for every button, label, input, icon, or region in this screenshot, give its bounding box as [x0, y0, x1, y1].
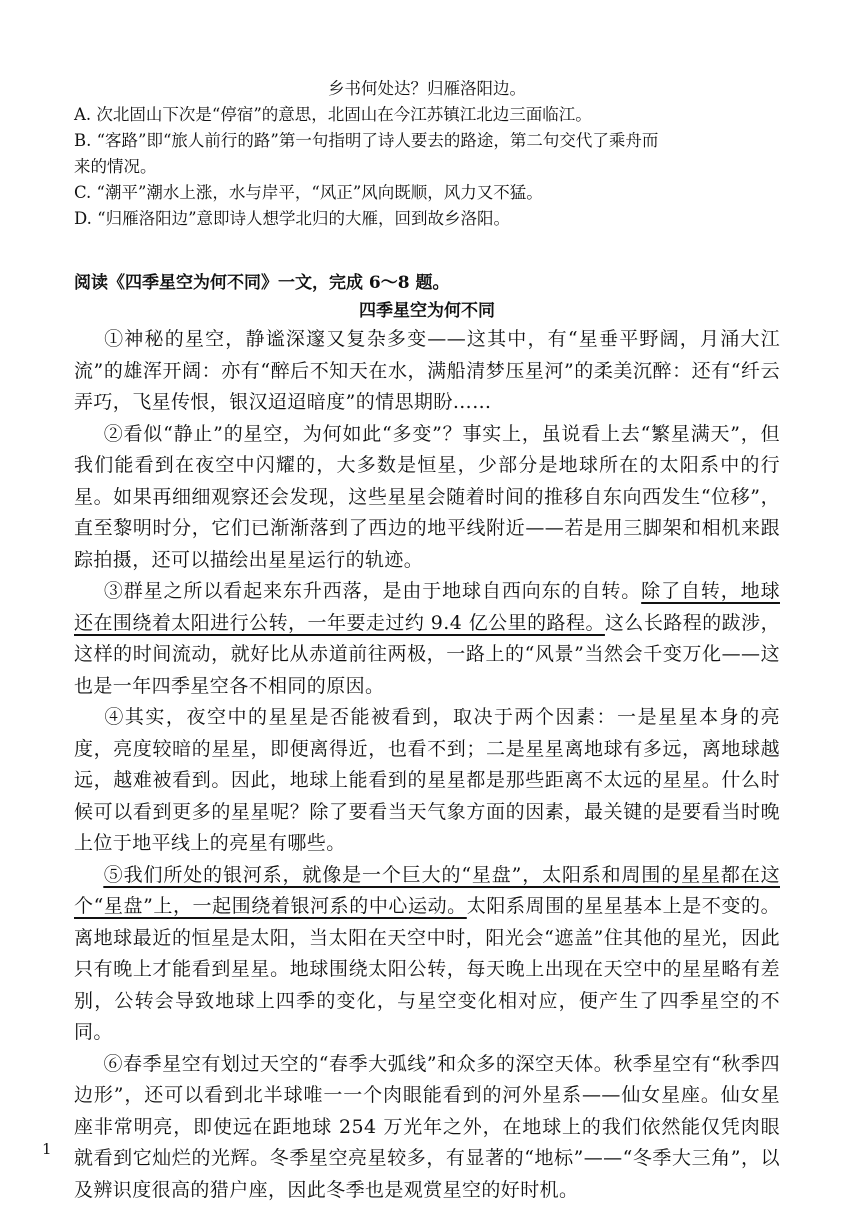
paragraph-4-text: ④其实，夜空中的星星是否能被看到，取决于两个因素：一是星星本身的亮度，亮度较暗的星星，即便离得近，也看不到；二是星星离地球有多远，离地球越远，越难被看到。因此，地球上能看到的星星都是那些距离不太远的星星。什么时候可以看到更多的星星呢？除了要看当天气象方面的因素，最关键的是要看当时晚上位于地平线上的亮星有哪些。 [74, 706, 780, 854]
article-title: 四季星空为何不同 [359, 301, 495, 321]
option-a [74, 102, 780, 128]
paragraph-5-underlined: ⑤我们所处的银河系，就像是一个巨大的“星盘”，太阳系和周围的星星都在这个“星盘”上，一起围绕着银河系的中心运动。 [74, 863, 780, 917]
paragraph-1-text: ①神秘的星空，静谧深邃又复杂多变——这其中，有“星垂平野阔，月涌大江流”的雄浑开阔：亦有“醉后不知天在水，满船清梦压星河”的柔美沉醉：还有“纤云弄巧，飞星传恨，银汉迢迢暗度”的情思期盼…… [74, 328, 780, 413]
page-number: 1 [42, 1140, 52, 1158]
option-c [74, 180, 780, 206]
poem-line: 乡书何处达？归雁洛阳边。 [328, 79, 526, 98]
option-text: “归雁洛阳边”意即诗人想学北归的大雁，回到故乡洛阳。 [97, 209, 511, 228]
reading-instruction: 阅读《四季星空为何不同》一文，完成 6～8 题。 [74, 273, 450, 293]
option-label: D. [74, 209, 92, 228]
document-page [74, 76, 780, 1206]
option-text: “客路”即“旅人前行的路”第一句指明了诗人要去的路途，第二句交代了乘舟而 [96, 131, 659, 150]
paragraph-6 [74, 1049, 780, 1207]
paragraph-1 [74, 324, 780, 419]
paragraph-5 [74, 860, 780, 1049]
option-b-continuation: 来的情况。 [74, 157, 157, 176]
paragraph-3-text-end: 这么长路程的跋涉，这样的时间流动，就好比从赤道前往两极，一路上的“风景”当然会千变万化——这也是一年四季星空各不相同的原因。 [74, 611, 781, 697]
option-label: C. [74, 183, 92, 202]
paragraph-4 [74, 702, 780, 860]
spacer [74, 232, 780, 268]
paragraph-3-underlined: 除了自转，地球还在围绕着太阳进行公转，一年要走过约 9.4 亿公里的路程。 [74, 580, 780, 634]
paragraph-5-text: 太阳系周围的星星基本上是不变的。离地球最近的恒星是太阳，当太阳在天空中时，阳光会“遮盖”住其他的星光，因此只有晚上才能看到星星。地球围绕太阳公转，每天晚上出现在天空中的星星略有差别，公转会导致地球上四季的变化，与星空变化相对应，便产生了四季星空的不同。 [74, 895, 781, 1043]
option-text: “潮平”潮水上涨，水与岸平，“风正”风向既顺，风力又不猛。 [96, 183, 543, 202]
option-d [74, 206, 780, 232]
paragraph-2 [74, 419, 780, 577]
option-text: 次北固山下次是“停宿”的意思，北固山在今江苏镇江北边三面临江。 [96, 105, 592, 124]
paragraph-2-text: ②看似“静止”的星空，为何如此“多变”？事实上，虽说看上去“繁星满天”，但我们能看到在夜空中闪耀的，大多数是恒星，少部分是地球所在的太阳系中的行星。如果再细细观察还会发现，这些星星会随着时间的推移自东向西发生“位移”，直至黎明时分，它们已渐渐落到了西边的地平线附近——若是用三脚架和相机来跟踪拍摄，还可以描绘出星星运行的轨迹。 [74, 422, 780, 571]
option-label: B. [74, 131, 92, 150]
paragraph-3-text: ③群星之所以看起来东升西落，是由于地球自西向东的自转。 [103, 580, 642, 602]
paragraph-3 [74, 576, 780, 702]
option-b [74, 128, 780, 154]
paragraph-6-text: ⑥春季星空有划过天空的“春季大弧线”和众多的深空天体。秋季星空有“秋季四边形”，还可以看到北半球唯一一个肉眼能看到的河外星系——仙女星座。仙女星座非常明亮，即使远在距地球 254 万光年之外，在地球上的我们依然能仅凭肉眼就看到它灿烂的光辉。冬季星空亮星较多，有显著的“地标”——“冬季大三角”，以及辨识度很高的猎户座，因此冬季也是观赏星空的好时机。 [74, 1052, 780, 1201]
option-label: A. [74, 105, 92, 124]
